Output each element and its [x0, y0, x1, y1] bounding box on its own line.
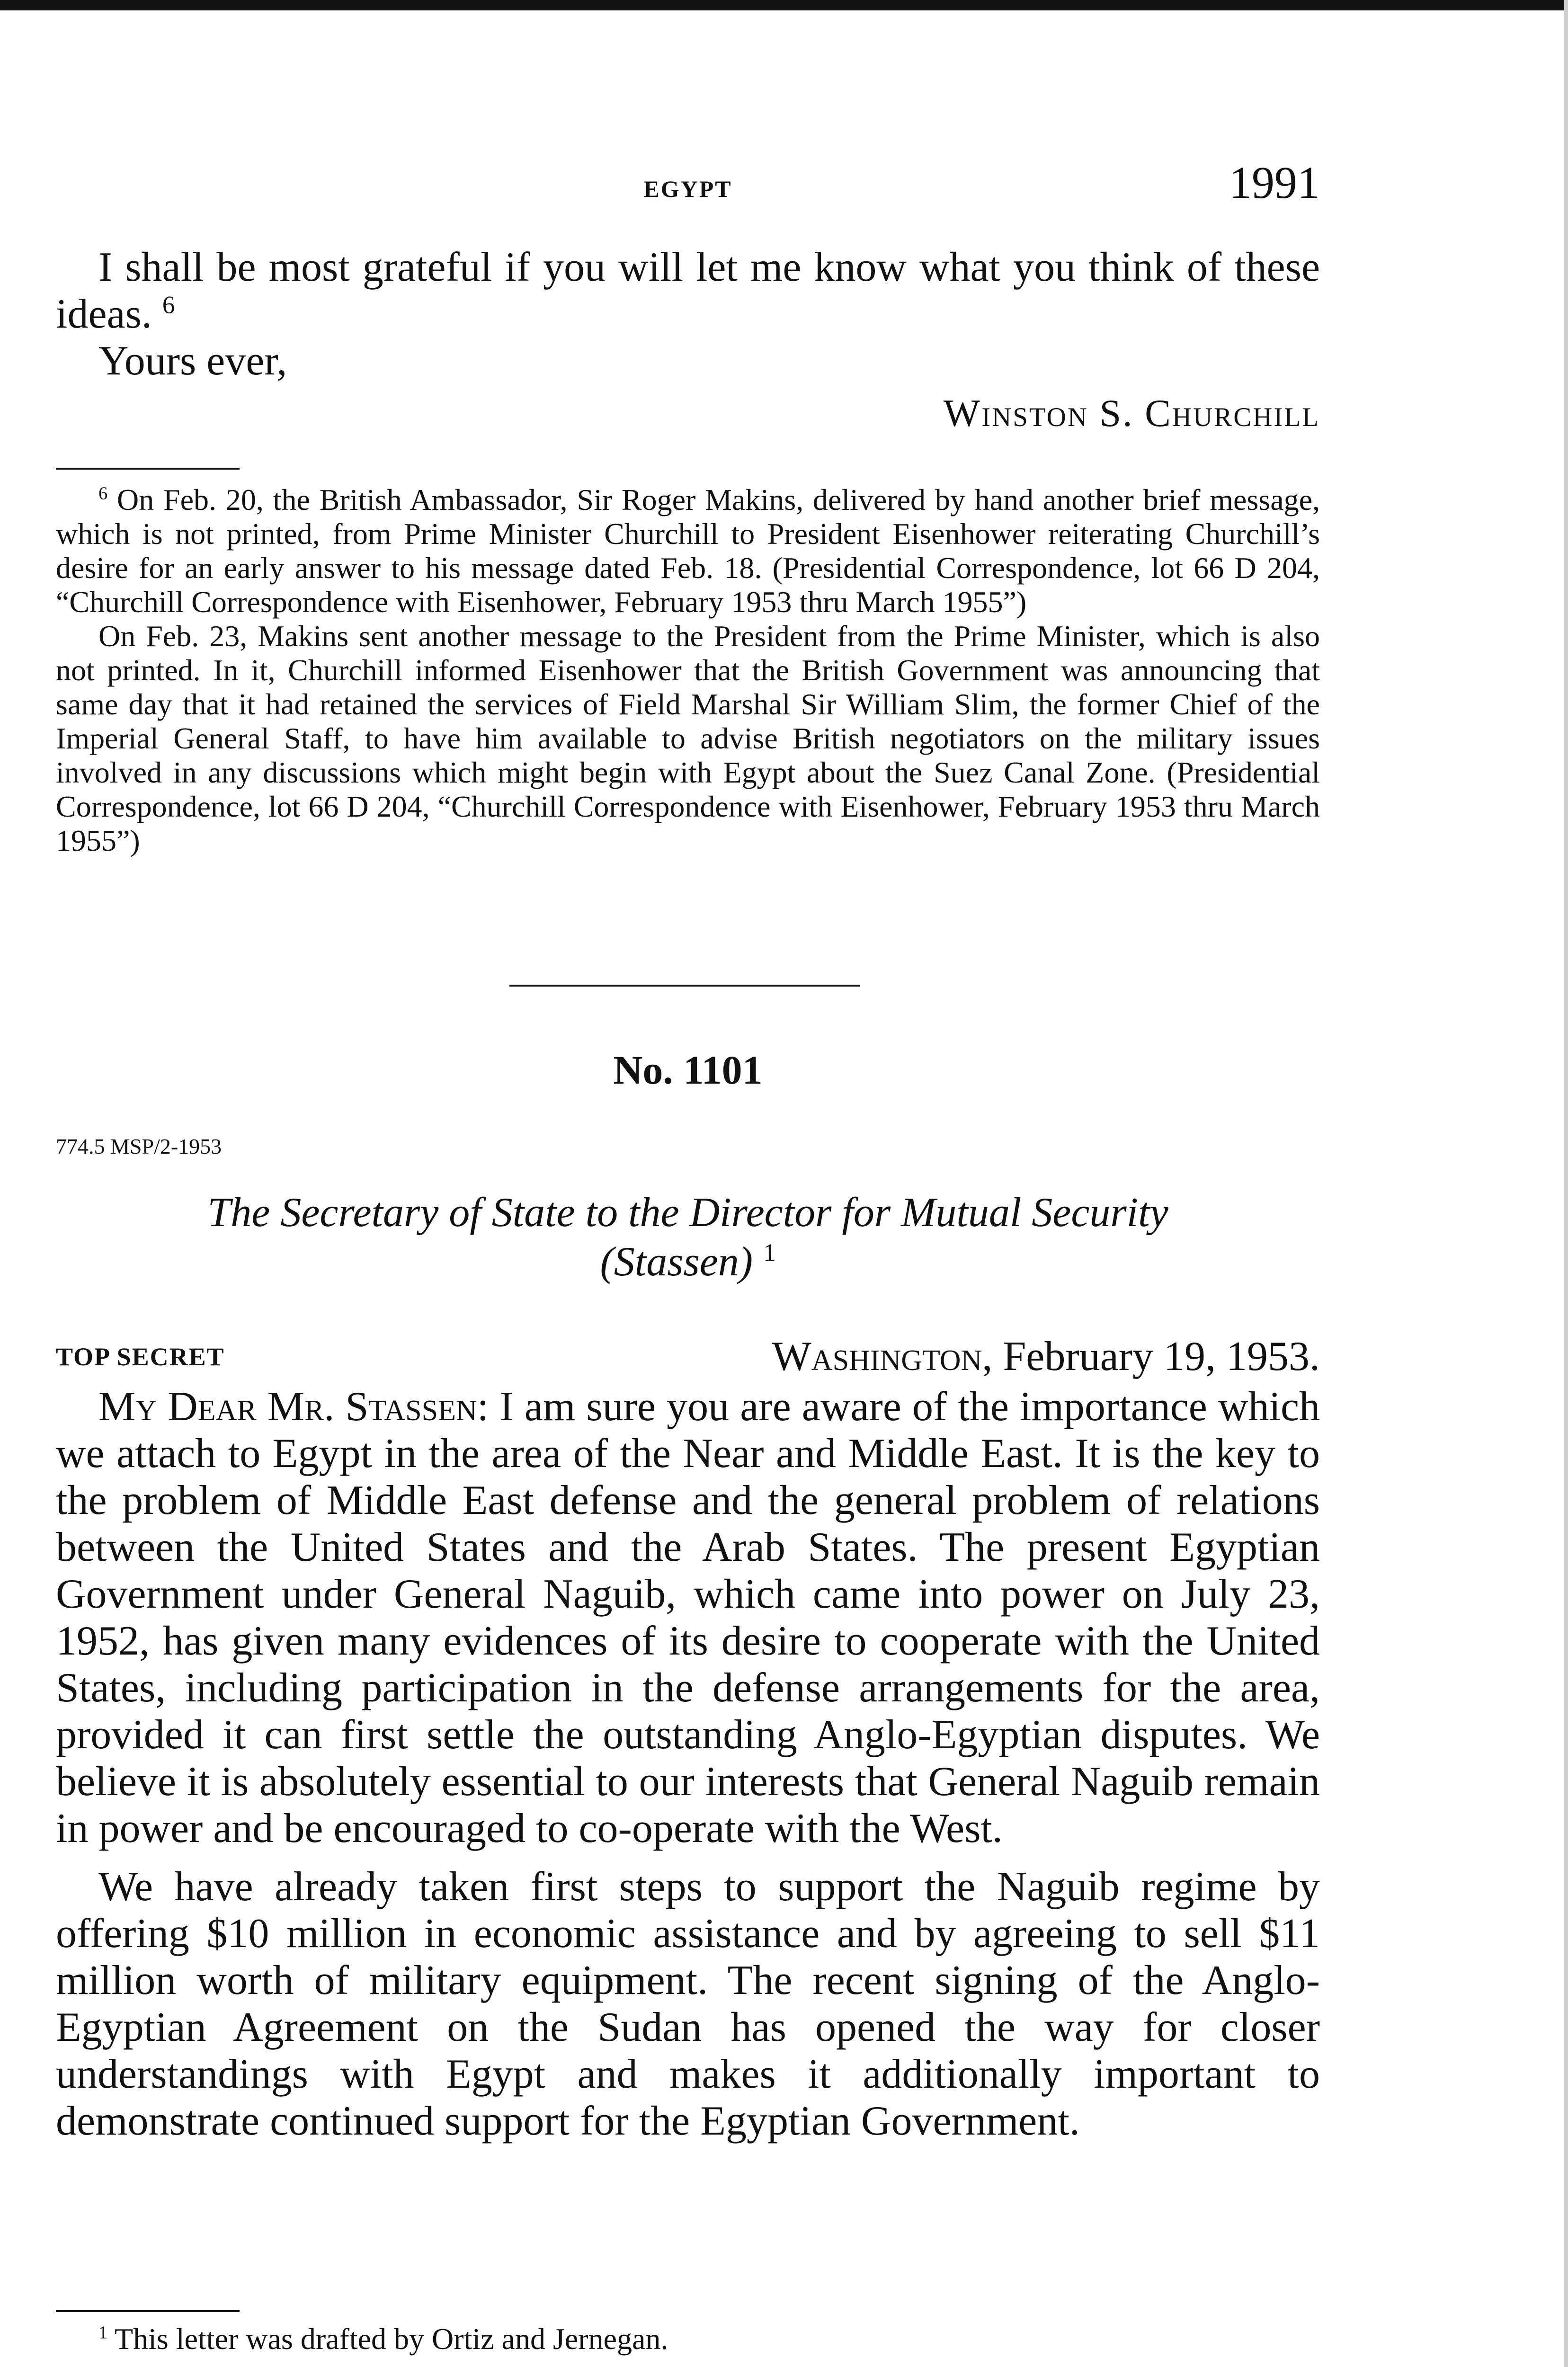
footnote-6 — [56, 483, 1320, 858]
footnote-marker: 6 — [98, 483, 108, 504]
previous-letter-closing — [56, 244, 1320, 436]
footnote-separator-top — [56, 468, 240, 470]
place: Washington, — [772, 1334, 993, 1379]
running-head: EGYPT — [643, 176, 732, 202]
footnote-marker: 1 — [98, 2323, 108, 2343]
footnote-ref-1[interactable]: 1 — [763, 1239, 776, 1267]
date: February 19, 1953. — [1003, 1334, 1320, 1379]
footnote-6-para-1: $^6$ On Feb. 20, the British Ambassador, Sir Roger Makins, delivered by hand another brief message, which is not printed, from Prime Minister Churchill to President Eisenhower reiterating Churchill’s desire for an early answer to his message dated Feb. 18. (Presidential Correspondence, lot 66 D 204, “Churchill Correspondence with Eisenhower, February 1953 thru March 1955”) — [56, 483, 1320, 619]
letter-paragraph-1: My Dear Mr. Stassen: I am sure you are aware of the importance which we attach to Egypt in the area of the Near and Middle East. It is the key to the problem of Middle East defense and the general problem of relations between the United States and the Arab States. The present Egyptian Government under General Naguib, which came into power on July 23, 1952, has given many evidences of its desire to cooperate with the United States, including participation in the defense arrangements for the area, provided it can first settle the outstanding Anglo-Egyptian disputes. We believe it is absolutely essential to our interests that General Naguib remain in power and be encouraged to co-operate with the West. — [56, 1384, 1320, 1851]
title-line-1: The Secretary of State to the Director for Mutual Security — [207, 1190, 1168, 1236]
file-number: 774.5 MSP/2-1953 — [56, 1134, 222, 1158]
letter-paragraph-2: We have already taken first steps to support the Naguib regime by offering $10 million in economic assistance and by agreeing to sell $11 million worth of military equipment. The recent signing of the Anglo-Egyptian Agreement on the Sudan has opened the way for closer understandings with Egypt and makes it additionally important to demonstrate continued support for the Egyptian Government. — [56, 1864, 1320, 2144]
top-edge-rule — [0, 0, 1568, 10]
document-number: No. 1101 — [613, 1047, 763, 1093]
document-title — [56, 1188, 1320, 1287]
right-page-edge — [1564, 0, 1568, 2367]
footnote-separator-bottom — [56, 2310, 240, 2312]
footnote-6-para-2: On Feb. 23, Makins sent another message to the President from the Prime Minister, which is also not printed. In it, Churchill informed Eisenhower that the British Government was announcing that same day that it had retained the services of Field Marshal Sir William Slim, the former Chief of the Imperial General Staff, to have him available to advise British negotiators on the military issues involved in any discussions which might begin with Egypt about the Suez Canal Zone. (Presidential Correspondence, lot 66 D 204, “Churchill Correspondence with Eisenhower, February 1953 thru March 1955”) — [56, 619, 1320, 857]
title-line-2: (Stassen) $^1$ — [600, 1239, 776, 1285]
valediction: Yours ever, — [98, 338, 287, 384]
footnote-ref-6[interactable]: 6 — [162, 291, 175, 319]
footnote-1 — [56, 2322, 1320, 2356]
classification: TOP SECRET — [56, 1343, 225, 1371]
page-header — [56, 156, 1320, 222]
section-divider — [509, 985, 860, 987]
signature: Winston S. Churchill — [943, 392, 1320, 435]
salutation: My Dear Mr. Stassen: — [98, 1384, 489, 1430]
page-number: 1991 — [1229, 157, 1320, 208]
footnote-1-text: $^1$ This letter was drafted by Ortiz and Jernegan. — [98, 2322, 668, 2356]
closing-paragraph: I shall be most grateful if you will let me know what you think of these ideas. $^6$ — [56, 244, 1320, 337]
place-date — [772, 1333, 1320, 1380]
letter-body — [56, 1383, 1320, 2145]
